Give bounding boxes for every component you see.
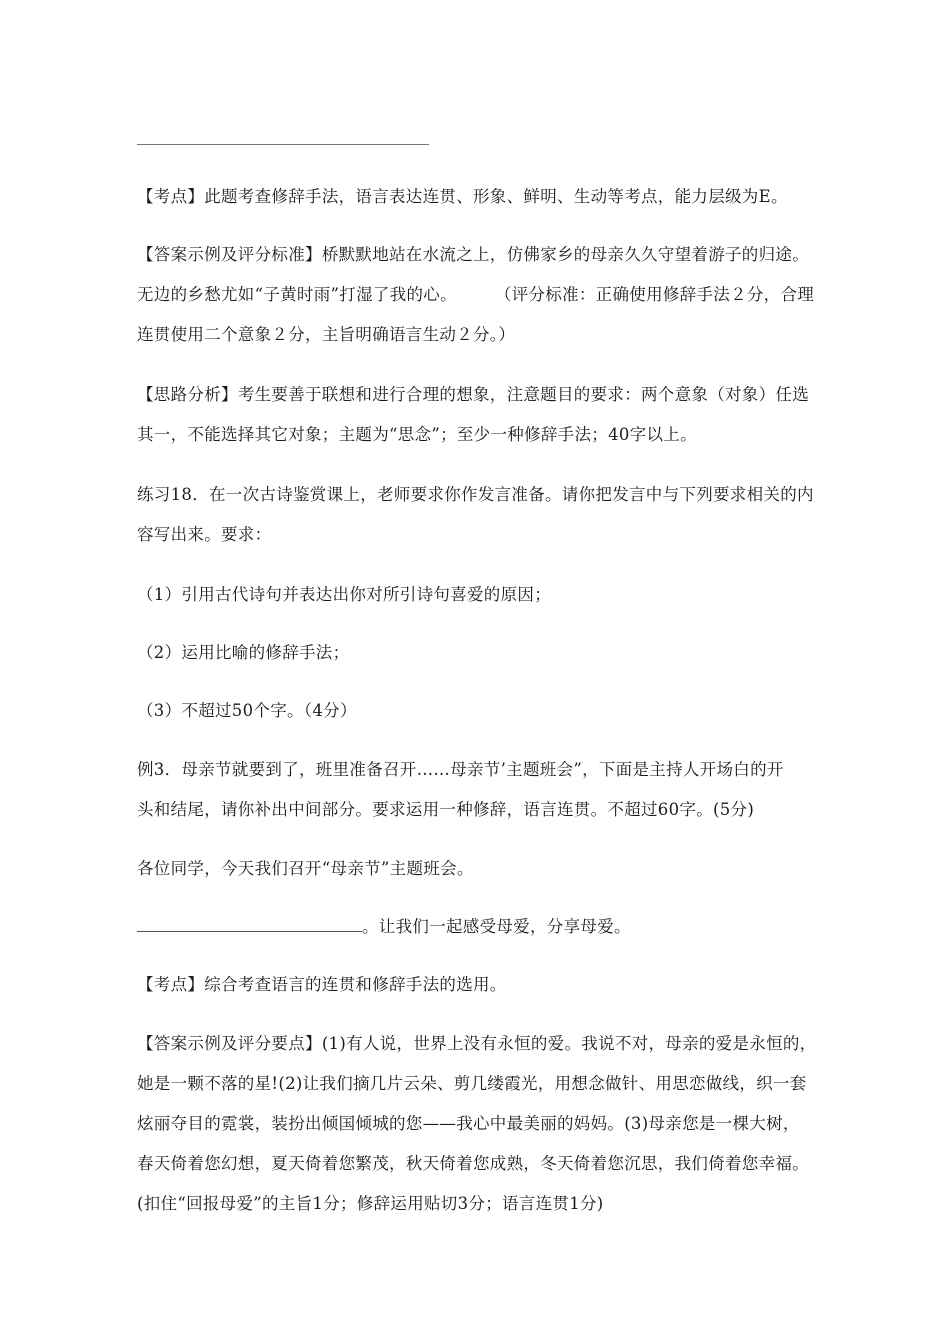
kaodian-1: 【考点】此题考查修辞手法，语言表达连贯、形象、鲜明、生动等考点，能力层级为E。 (137, 187, 788, 206)
exercise-18-line-1: 练习18．在一次古诗鉴赏课上，老师要求你作发言准备。请你把发言中与下列要求相关的内 (137, 485, 814, 504)
kaodian-2: 【考点】综合考查语言的连贯和修辞手法的选用。 (137, 975, 507, 994)
answer-1-line-3: 连贯使用二个意象２分，主旨明确语言生动２分。） (137, 325, 516, 344)
analysis-1-line-2: 其一，不能选择其它对象；主题为“思念”；至少一种修辞手法；40字以上。 (137, 425, 697, 444)
answer-2-line-3: 炫丽夺目的霓裳，装扮出倾国倾城的您——我心中最美丽的妈妈。(3)母亲您是一棵大树， (137, 1114, 800, 1133)
exercise-18-req-2: （2）运用比喻的修辞手法； (137, 643, 350, 662)
exercise-18-req-3: （3）不超过50个字。（4分） (137, 701, 357, 720)
answer-2-line-5: (扣住“回报母爱”的主旨1分；修辞运用贴切3分；语言连贯1分) (137, 1194, 604, 1213)
fill-in-blank (137, 917, 362, 932)
answer-1-line-1: 【答案示例及评分标准】桥默默地站在水流之上，仿佛家乡的母亲久久守望着游子的归途。 (137, 245, 810, 264)
exercise-18-line-2: 容写出来。要求： (137, 525, 272, 544)
example-3-line-1: 例3．母亲节就要到了，班里准备召开……母亲节’主题班会”，下面是主持人开场白的开 (137, 760, 784, 779)
answer-1-line-2: 无边的乡愁尤如“子黄时雨”打湿了我的心。 （评分标准：正确使用修辞手法２分，合理 (137, 285, 815, 304)
example-3-line-2: 头和结尾，请你补出中间部分。要求运用一种修辞，语言连贯。不超过60字。(5分) (137, 800, 755, 819)
example-3-line-3: 各位同学，今天我们召开“母亲节”主题班会。 (137, 859, 474, 878)
answer-2-line-4: 春天倚着您幻想，夏天倚着您繁茂，秋天倚着您成熟，冬天倚着您沉思，我们倚着您幸福。 (137, 1154, 809, 1173)
answer-blank-line (137, 144, 429, 145)
analysis-1-line-1: 【思路分析】考生要善于联想和进行合理的想象，注意题目的要求：两个意象（对象）任选 (137, 385, 810, 404)
exercise-18-req-1: （1）引用古代诗句并表达出你对所引诗句喜爱的原因； (137, 585, 551, 604)
example-3-line-4: 。让我们一起感受母爱，分享母爱。 (137, 916, 817, 938)
answer-2-line-1: 【答案示例及评分要点】(1)有人说，世界上没有永恒的爱。我说不对，母亲的爱是永恒的， (137, 1034, 817, 1053)
answer-2-line-2: 她是一颗不落的星!(2)让我们摘几片云朵、剪几缕霞光，用想念做针、用思恋做线，织一套 (137, 1074, 807, 1093)
